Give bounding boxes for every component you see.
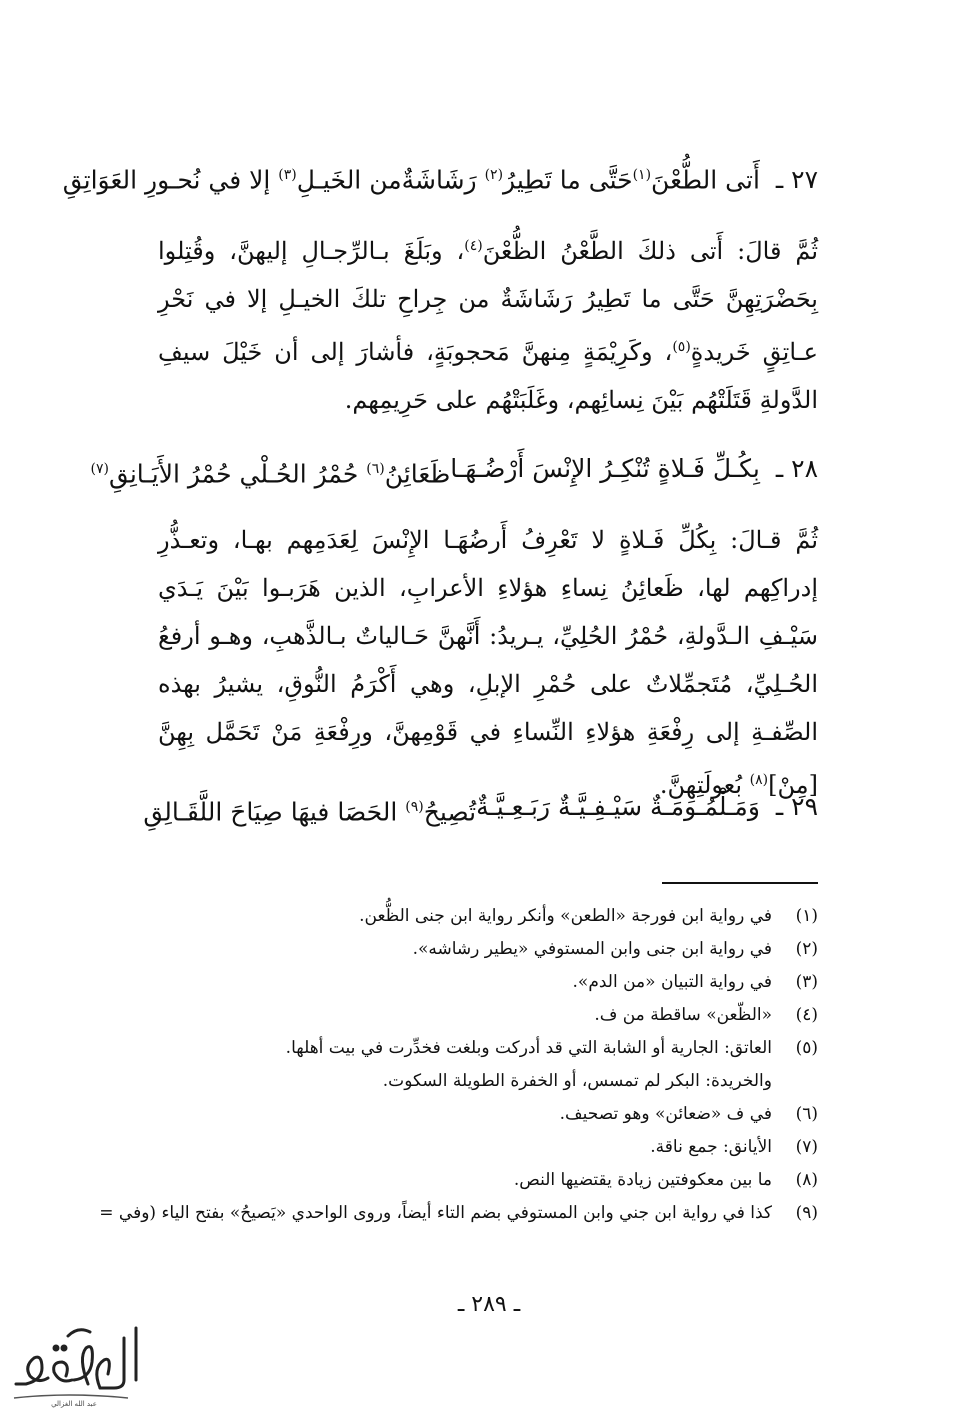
page-number: ـ ٢٨٩ ـ xyxy=(457,1292,521,1317)
verse-27 xyxy=(62,158,818,197)
footnote-ref[interactable]: (١) xyxy=(632,167,652,183)
footnote-3: (٣) في رواية التبيان «من الدم». xyxy=(572,972,818,992)
footnote-ref[interactable]: (٥) xyxy=(672,339,691,355)
footnote-5: (٥) العاتق: الجارية أو الشابة التي قد أدركت وبلغت فخدِّرت في بيت أهلها. xyxy=(285,1038,818,1058)
footnotes-list xyxy=(99,900,818,1230)
footnote-9: (٩) كذا في رواية ابن جني وابن المستوفي بضم التاء أيضاً، وروى الواحدي «يَصيحُ» بفتح الياء (وفي = xyxy=(99,1203,818,1223)
footnote-ref[interactable]: (٨) xyxy=(749,772,769,788)
footnote-ref[interactable]: (٣) xyxy=(278,167,297,183)
commentary-paragraph-1: ثُمَّ قالَ: أَتى ذلكَ الطَّعْنُ الظُّعْنَ$^{(٤)}$، وبَلَغَ بـالرِّجـالِ إليهنَّ، وقُتِلوا بِحَضْرَتِهِنَّ حَتَّى ما تَطِيرُ رَشَاشَةٌ من جِراحِ تلكَ الخيـلِ إلا في نَحْرِ عـاتِقٍ خَريدةٍ$^{(٥)}$، وكَرِيْمَةٍ مِنهنَّ مَحجوبَةٍ، فأشارَ إلى أن خَيْلَ سيفِ الدَّولةِ قَتَلَتْهُم بَيْنَ نِسائِهم، وغَلَبَتْهُم على حَرِيمِهم. xyxy=(158,237,819,414)
footnote-1: (١) في رواية ابن فورجة «الطعن» وأنكر رواية ابن جنى الظُّعن. xyxy=(359,906,818,926)
verse-number: ٢٧ ـ xyxy=(775,165,818,195)
footnote-7: (٧) الأيانق: جمع ناقة. xyxy=(650,1137,818,1157)
footnote-ref[interactable]: (٦) xyxy=(366,461,385,477)
footnote-ref[interactable]: (٢) xyxy=(484,167,504,183)
verse-28-first-hemistich: ٢٨ ـ بِكُـلِّ فَـلاةٍ تُنْكِـرُ الإِنْسَ أَرْضُـهَـا xyxy=(450,454,818,483)
footnote-4: (٤) «الظّعن» ساقطة من ف. xyxy=(594,1005,818,1025)
verse-29 xyxy=(143,790,818,829)
footnote-ref[interactable]: (٤) xyxy=(464,238,483,254)
verse-28-second-hemistich: ظَعَائِنُ$^{(٦)}$ حُمْرُ الحُـلْي حُمْرُ الأَيَـانِقِ$^{(٧)}$ xyxy=(90,459,451,489)
verse-28 xyxy=(90,452,818,491)
footnote-6: (٦) في ف «ضعائن» وهو تصحيف. xyxy=(559,1104,818,1124)
footnote-ref[interactable]: (٧) xyxy=(90,461,109,477)
footnote-ref[interactable]: (٩) xyxy=(405,799,424,815)
verse-27-first-hemistich: ٢٧ ـ أَتى الطُّعْنَ$^{(١)}$حَتَّى ما تَطِيرُ$^{(٢)}$ رَشَاشَةٌ xyxy=(401,165,818,195)
calligraphy-seal-logo xyxy=(8,1318,148,1408)
footnote-2: (٢) في رواية ابن جنى وابن المستوفي «يطير رشاشه». xyxy=(412,939,818,959)
footnote-8: (٨) ما بين معكوفتين زيادة يقتضيها النص. xyxy=(513,1170,818,1190)
svg-text:عبد الله الغزالي: عبد الله الغزالي xyxy=(51,1400,97,1408)
verse-29-first-hemistich: ٢٩ ـ وَمَـلْمُـومَـةٌ سَيْـفِـيَّـةٌ رَبَـعِـيَّـةٌ xyxy=(476,792,818,821)
commentary-paragraph-2: ثُمَّ قـالَ: بِكُلِّ فَـلاةٍ لا تَعْرِفُ أَرضُهَـا الإِنْسَ لِعَدَمِهم بهـا، وتعـذُّرِ إدراكِهم لها، ظَعائِنُ نِساءِ هؤلاءِ الأعرابِ، الذين هَرَبـوا بَيْنَ يَـدَي سَيْـفِ الـدَّولةِ، حُمْرُ الحُلِيِّ، يـريدُ: أَنَّهنَّ حَـالياتٌ بـالذَّهبِ، وهـو أرفعُ الحُـلِيِّ، مُتَجمِّلاتٌ على حُمْرِ الإبلِ، وهي أَكْرَمُ النُّوقِ، يشيرُ بهذه الصِّفـةِ إلى رِفْعَةِ هؤلاءِ النِّساءِ في قَوْمِهنَّ، ورِفْعَةِ مَنْ تَحَمَّل بِهِنَّ [مِنْ]$^{(٨)}$ بُعولَتِهِنَّ. xyxy=(158,526,818,799)
verse-29-second-hemistich: تُصِيحُ$^{(٩)}$ الحَصَا فيهَا صِيَاحَ اللَّقَـالِقِ xyxy=(143,797,477,827)
verse-number: ٢٩ ـ xyxy=(775,792,818,821)
verse-number: ٢٨ ـ xyxy=(775,454,818,483)
footnote-separator xyxy=(662,882,818,884)
verse-27-second-hemistich: من الخَيـلِ$^{(٣)}$ إلا في نُحـورِ العَوَاتِقِ xyxy=(62,165,402,195)
footnote-5-continuation: والخريدة: البكر لم تمسس، أو الخفرة الطويلة السكوت. xyxy=(382,1071,772,1091)
